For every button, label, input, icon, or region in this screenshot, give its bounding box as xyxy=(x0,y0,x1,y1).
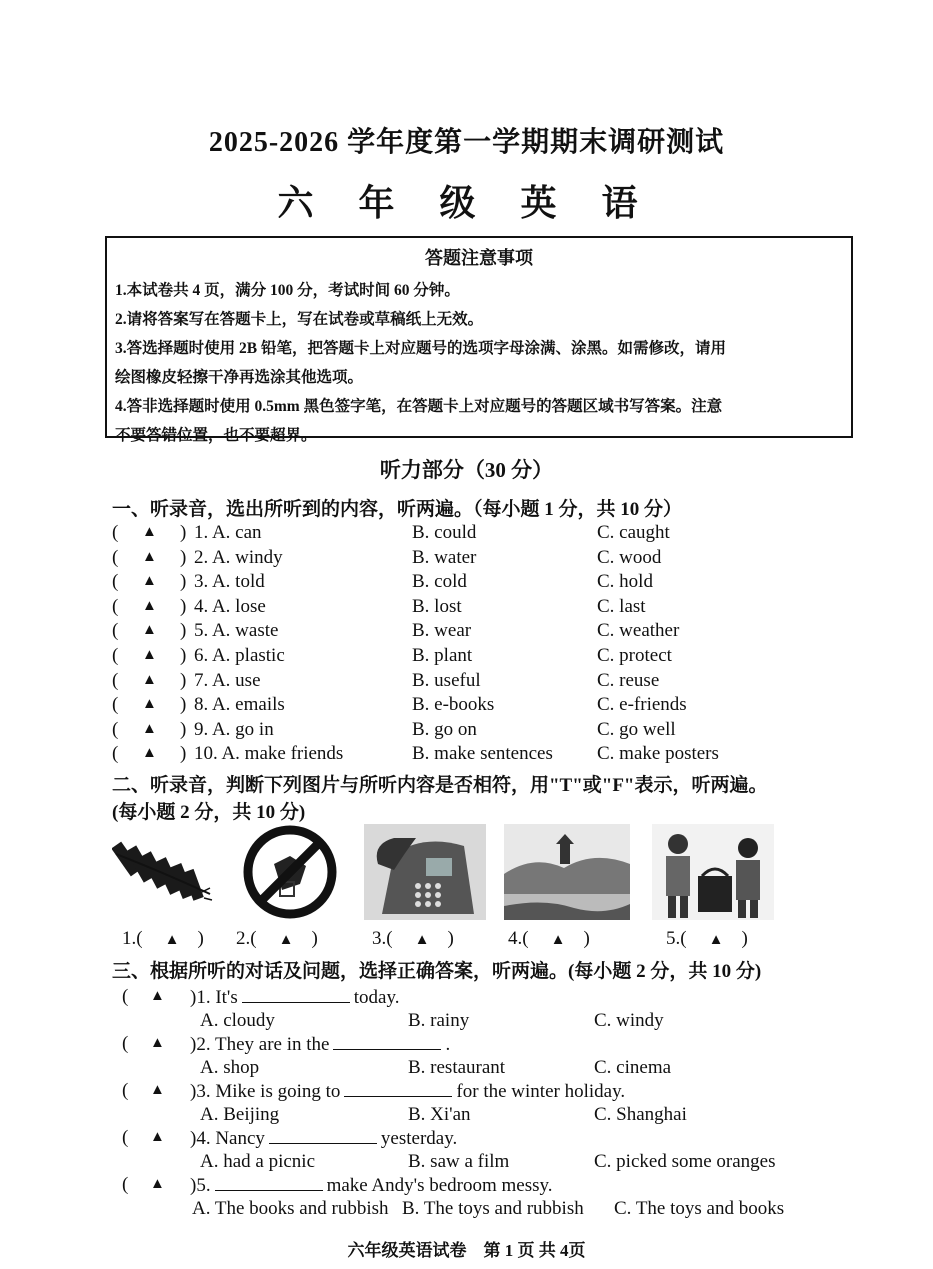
answer-marker: ▲ xyxy=(142,696,157,713)
option-a: 5. A. waste xyxy=(194,620,279,642)
option-b: B. rainy xyxy=(408,1010,470,1031)
answer-marker: ▲ xyxy=(142,622,157,639)
part3-heading: 三、根据所听的对话及问题，选择正确答案，听两遍。(每小题 2 分，共 10 分) xyxy=(112,961,762,982)
answer-paren-close: ) xyxy=(180,669,187,691)
part3-question-stem xyxy=(122,1080,822,1104)
label-number: 5.( xyxy=(666,928,687,949)
option-b: B. make sentences xyxy=(412,743,553,765)
answer-marker: ▲ xyxy=(142,524,157,540)
answer-paren-close: ) xyxy=(180,718,187,740)
option-b: B. plant xyxy=(412,645,473,666)
stem-text: yesterday. xyxy=(380,1128,458,1149)
answer-paren-open: ( xyxy=(112,522,119,543)
option-a: A. cloudy xyxy=(200,1010,275,1031)
option-a: A. shop xyxy=(200,1057,260,1078)
part2-pictures xyxy=(112,824,792,924)
option-b: B. Xi'an xyxy=(408,1104,471,1125)
answer-blank xyxy=(242,986,350,1003)
answer-marker: ▲ xyxy=(150,1082,165,1098)
answer-marker: ▲ xyxy=(142,647,157,663)
option-b: B. lost xyxy=(412,595,462,617)
option-c: C. cinema xyxy=(594,1057,672,1078)
answer-marker: ▲ xyxy=(142,671,157,688)
people-shopping-icon xyxy=(652,824,774,920)
part2-heading-line2: (每小题 2 分，共 10 分) xyxy=(112,802,306,823)
answer-paren-open: ( xyxy=(112,669,119,691)
option-c: C. The toys and books xyxy=(614,1198,785,1219)
answer-marker: ▲ xyxy=(150,1035,165,1051)
answer-marker: ▲ xyxy=(142,548,157,565)
stem-text: )3. Mike is going to xyxy=(190,1081,341,1102)
label-number: 3.( xyxy=(372,928,393,949)
option-c: C. hold xyxy=(597,571,653,593)
answer-blank xyxy=(215,1174,323,1191)
answer-paren-open: ( xyxy=(112,645,119,666)
answer-paren-close: ) xyxy=(583,928,590,949)
stem-text: make Andy's bedroom messy. xyxy=(326,1175,553,1196)
part1-heading: 一、听录音，选出所听到的内容，听两遍。（每小题 1 分，共 10 分） xyxy=(112,499,683,520)
answer-marker: ▲ xyxy=(142,573,157,590)
stem-text: . xyxy=(445,1034,451,1055)
label-number: 1.( xyxy=(122,928,143,949)
page-footer: 六年级英语试卷 第 1 页 共 4页 xyxy=(347,1241,586,1260)
stem-text: )1. It's xyxy=(190,987,238,1008)
option-a: 9. A. go in xyxy=(194,718,274,740)
option-c: C. make posters xyxy=(597,743,719,765)
answer-paren-close: ) xyxy=(180,595,187,617)
stem-text: )4. Nancy xyxy=(190,1128,265,1149)
option-a: A. had a picnic xyxy=(200,1151,316,1172)
answer-paren-close: ) xyxy=(180,694,187,716)
stem-text: )5. xyxy=(190,1175,211,1196)
answer-paren-open: ( xyxy=(122,1127,129,1148)
part2-answer-label xyxy=(122,928,204,950)
option-b: B. could xyxy=(412,522,477,543)
firecrackers-icon xyxy=(112,824,216,920)
answer-paren-close: ) xyxy=(180,522,187,543)
notice-line: 3.答选择题时使用 2B 铅笔，把答题卡上对应题号的选项字母涂满、涂黑。如需修改，请用 xyxy=(115,340,726,357)
answer-paren-open: ( xyxy=(112,743,119,765)
answer-paren-open: ( xyxy=(112,546,119,568)
option-c: C. Shanghai xyxy=(594,1104,687,1125)
option-b: B. go on xyxy=(412,718,477,740)
telephone-icon xyxy=(364,824,486,920)
option-a: 4. A. lose xyxy=(194,595,266,617)
notice-line: 4.答非选择题时使用 0.5mm 黑色签字笔，在答题卡上对应题号的答题区域书写答案。注意 xyxy=(115,398,723,415)
answer-paren-open: ( xyxy=(122,1080,129,1101)
stem-text: for the winter holiday. xyxy=(456,1081,626,1102)
option-c: C. picked some oranges xyxy=(594,1151,776,1172)
answer-paren-open: ( xyxy=(122,986,129,1007)
answer-marker: ▲ xyxy=(150,1129,165,1145)
notice-line: 2.请将答案写在答题卡上，写在试卷或草稿纸上无效。 xyxy=(115,311,484,328)
option-a: 6. A. plastic xyxy=(194,645,285,666)
answer-blank xyxy=(269,1127,377,1144)
option-c: C. windy xyxy=(594,1010,664,1031)
option-b: B. water xyxy=(412,546,477,568)
answer-blank xyxy=(333,1033,441,1050)
option-b: B. wear xyxy=(412,620,472,642)
answer-marker: ▲ xyxy=(414,932,430,948)
option-a: A. Beijing xyxy=(200,1104,280,1125)
answer-paren-open: ( xyxy=(112,718,119,740)
option-a: A. The books and rubbish xyxy=(192,1198,389,1219)
option-c: C. protect xyxy=(597,645,672,666)
option-c: C. weather xyxy=(597,620,680,642)
answer-paren-close: ) xyxy=(180,743,187,765)
notice-line: 不要答错位置，也不要超界。 xyxy=(115,427,317,444)
notice-box xyxy=(105,236,853,444)
option-a: 10. A. make friends xyxy=(194,743,344,765)
answer-paren-close: ) xyxy=(741,928,748,949)
label-number: 2.( xyxy=(236,928,257,949)
answer-marker: ▲ xyxy=(142,745,157,762)
option-c: C. go well xyxy=(597,718,676,740)
part2-answer-label xyxy=(236,928,318,950)
option-c: C. e-friends xyxy=(597,694,687,716)
no-littering-sign-icon xyxy=(240,824,340,920)
option-c: C. last xyxy=(597,595,646,617)
part2-answer-label xyxy=(372,928,454,950)
notice-line: 绘图橡皮轻擦干净再选涂其他选项。 xyxy=(115,369,364,386)
option-a: 7. A. use xyxy=(194,669,261,691)
answer-paren-close: ) xyxy=(180,645,187,666)
answer-marker: ▲ xyxy=(550,932,566,948)
answer-marker: ▲ xyxy=(708,932,724,948)
option-b: B. The toys and rubbish xyxy=(402,1198,584,1219)
option-c: C. reuse xyxy=(597,669,660,691)
answer-paren-close: ) xyxy=(447,928,454,949)
answer-paren-open: ( xyxy=(122,1174,129,1195)
option-c: C. caught xyxy=(597,522,670,543)
answer-paren-open: ( xyxy=(112,620,119,642)
part2-answer-label xyxy=(666,928,748,950)
part3-question-stem xyxy=(122,1033,822,1057)
answer-paren-open: ( xyxy=(122,1033,129,1054)
exam-subtitle: 六 年 级 英 语 xyxy=(277,183,656,223)
part2-heading-line1: 二、听录音，判断下列图片与所听内容是否相符，用"T"或"F"表示，听两遍。 xyxy=(112,775,768,796)
answer-paren-open: ( xyxy=(112,595,119,617)
option-a: 1. A. can xyxy=(194,522,262,543)
answer-paren-close: ) xyxy=(180,620,187,642)
option-b: B. restaurant xyxy=(408,1057,506,1078)
answer-marker: ▲ xyxy=(278,932,294,948)
part3-question-stem xyxy=(122,1127,822,1151)
label-number: 4.( xyxy=(508,928,529,949)
option-a: 3. A. told xyxy=(194,571,265,593)
answer-marker: ▲ xyxy=(150,988,165,1004)
notice-line: 1.本试卷共 4 页，满分 100 分，考试时间 60 分钟。 xyxy=(115,282,460,299)
stem-text: )2. They are in the xyxy=(190,1034,330,1055)
answer-blank xyxy=(344,1080,452,1097)
option-b: B. saw a film xyxy=(408,1151,510,1172)
answer-marker: ▲ xyxy=(142,597,157,614)
option-a: 8. A. emails xyxy=(194,694,285,716)
answer-marker: ▲ xyxy=(150,1176,165,1192)
answer-marker: ▲ xyxy=(142,720,157,737)
answer-paren-close: ) xyxy=(197,928,204,949)
notice-title: 答题注意事项 xyxy=(425,248,533,268)
stem-text: today. xyxy=(353,987,400,1008)
part3-question-stem xyxy=(122,986,822,1010)
part3-question-stem xyxy=(122,1174,822,1198)
answer-marker: ▲ xyxy=(164,932,180,948)
answer-paren-close: ) xyxy=(180,571,187,593)
answer-paren-close: ) xyxy=(180,546,187,568)
exam-title: 2025-2026 学年度第一学期期末调研测试 xyxy=(208,127,725,158)
option-c: C. wood xyxy=(597,546,662,568)
option-b: B. useful xyxy=(412,669,481,691)
part2-answer-label xyxy=(508,928,590,950)
option-a: 2. A. windy xyxy=(194,546,283,568)
option-b: B. e-books xyxy=(412,694,495,716)
answer-paren-open: ( xyxy=(112,694,119,716)
answer-paren-close: ) xyxy=(311,928,318,949)
answer-paren-open: ( xyxy=(112,571,119,593)
listening-section-title: 听力部分（30 分） xyxy=(379,458,554,482)
landscape-pagoda-icon xyxy=(504,824,630,920)
option-b: B. cold xyxy=(412,571,467,593)
